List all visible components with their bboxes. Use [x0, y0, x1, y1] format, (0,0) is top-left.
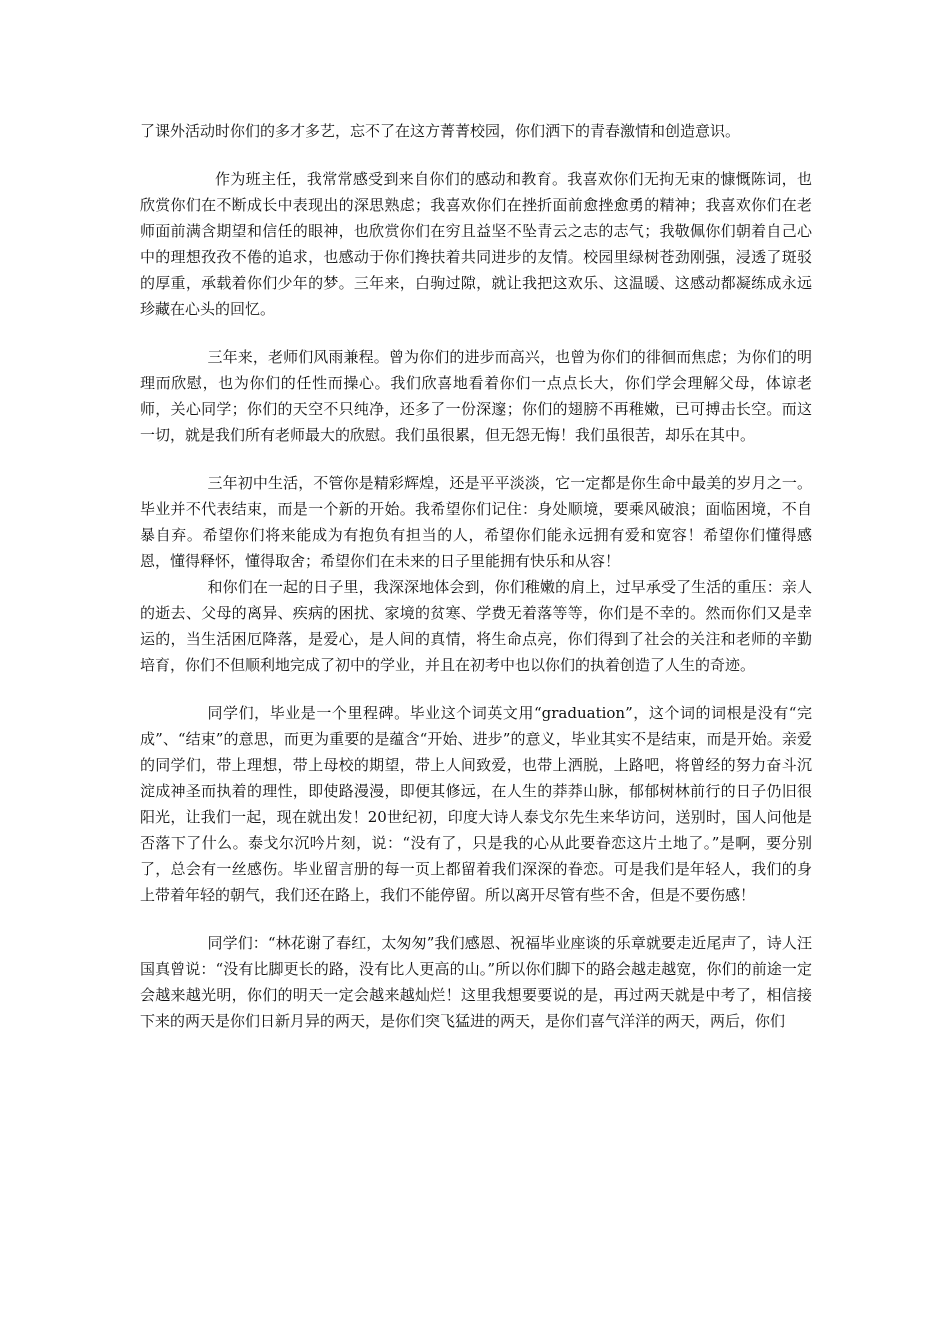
paragraph-gap: [140, 678, 812, 700]
paragraph-5: 和你们在一起的日子里，我深深地体会到，你们稚嫩的肩上，过早承受了生活的重压：亲人的逝去、父母的离异、疾病的困扰、家境的贫寒、学费无着落等等，你们是不幸的。然而你们又是幸运的，当生活困厄降落，是爱心，是人间的真情，将生命点亮，你们得到了社会的关注和老师的辛勤培育，你们不但顺利地完成了初中的学业，并且在初考中也以你们的执着创造了人生的奇迹。: [140, 578, 812, 674]
paragraph-7: 同学们：“林花谢了春红，太匆匆”我们感恩、祝福毕业座谈的乐章就要走近尾声了，诗人汪国真曾说：“没有比脚更长的路，没有比人更高的山。”所以你们脚下的路会越走越宽，你们的前途一定会越来越光明，你们的明天一定会越来越灿烂！这里我想要要说的是，再过两天就是中考了，相信接下来的两天是你们日新月异的两天，是你们突飞猛进的两天，是你们喜气洋洋的两天，两后，你们: [140, 934, 812, 1030]
paragraph-gap: [140, 448, 812, 470]
paragraph-6: 同学们，毕业是一个里程碑。毕业这个词英文用“graduation”，这个词的词根是没有“完成”、“结束”的意思，而更为重要的是蕴含“开始、进步”的意义，毕业其实不是结束，而是开始。亲爱的同学们，带上理想，带上母校的期望，带上人间致爱，也带上洒脱，上路吧，将曾经的努力奋斗沉淀成神圣而执着的理性，即使路漫漫，即便其修远，在人生的莽莽山脉，郁郁树林前行的日子仍旧很阳光，让我们一起，现在就出发！20世纪初，印度大诗人泰戈尔先生来华访问，送别时，国人问他是否落下了什么。泰戈尔沉吟片刻，说：“没有了，只是我的心从此要眷恋这片土地了。”是啊，要分别了，总会有一丝感伤。毕业留言册的每一页上都留着我们深深的眷恋。可是我们是年轻人，我们的身上带着年轻的朝气，我们还在路上，我们不能停留。所以离开尽管有些不舍，但是不要伤感！: [140, 704, 812, 904]
paragraph-gap: [140, 144, 812, 166]
paragraph-3: 三年来，老师们风雨兼程。曾为你们的进步而高兴，也曾为你们的徘徊而焦虑；为你们的明理而欣慰，也为你们的任性而操心。我们欣喜地看着你们一点点长大，你们学会理解父母，体谅老师，关心同学；你们的天空不只纯净，还多了一份深邃；你们的翅膀不再稚嫩，已可搏击长空。而这一切，就是我们所有老师最大的欣慰。我们虽很累，但无怨无悔！我们虽很苦，却乐在其中。: [140, 348, 812, 444]
paragraph-gap: [140, 322, 812, 344]
paragraph-gap: [140, 908, 812, 930]
paragraph-2: 作为班主任，我常常感受到来自你们的感动和教育。我喜欢你们无拘无束的慷慨陈词，也欣赏你们在不断成长中表现出的深思熟虑；我喜欢你们在挫折面前愈挫愈勇的精神；我喜欢你们在老师面前满含期望和信任的眼神，也欣赏你们在穷且益坚不坠青云之志的志气；我敬佩你们朝着自己心中的理想孜孜不倦的追求，也感动于你们搀扶着共同进步的友情。校园里绿树苍劲刚强，浸透了斑驳的厚重，承载着你们少年的梦。三年来，白驹过隙，就让我把这欢乐、这温暖、这感动都凝练成永远珍藏在心头的回忆。: [140, 170, 812, 318]
document-body: [140, 118, 812, 1034]
paragraph-4: 三年初中生活，不管你是精彩辉煌，还是平平淡淡，它一定都是你生命中最美的岁月之一。毕业并不代表结束，而是一个新的开始。我希望你们记住：身处顺境，要乘风破浪；面临困境，不自暴自弃。希望你们将来能成为有抱负有担当的人，希望你们能永远拥有爱和宽容！希望你们懂得感恩，懂得释怀，懂得取舍；希望你们在未来的日子里能拥有快乐和从容！: [140, 474, 812, 570]
paragraph-1: 了课外活动时你们的多才多艺，忘不了在这方菁菁校园，你们洒下的青春激情和创造意识。: [140, 122, 741, 140]
